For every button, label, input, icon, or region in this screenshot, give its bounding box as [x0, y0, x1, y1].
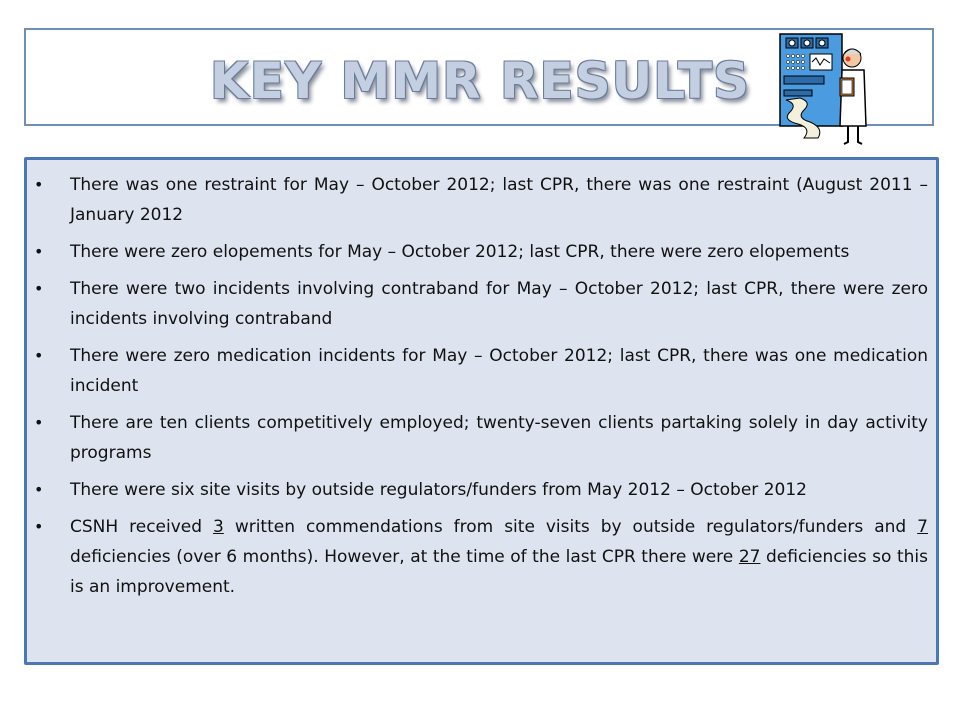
- last-bullet-part-4: deficiencies so this is an improvement.: [70, 547, 929, 597]
- list-item: [34, 512, 929, 602]
- bullet-text: There were zero medication incidents for May – October 2012; last CPR, there was one medication incident: [70, 346, 928, 396]
- list-item: [34, 408, 928, 468]
- last-bullet-part-1: CSNH received: [70, 517, 214, 537]
- last-bullet-part-2: written commendations from site visits by outside regulators/funders and: [223, 517, 918, 537]
- list-item: [34, 237, 928, 267]
- bullet-dot: •: [34, 413, 44, 432]
- previous-deficiency-count: 27: [738, 547, 761, 567]
- bullet-dot: •: [34, 346, 44, 365]
- bullet-dot: •: [34, 279, 44, 298]
- commendation-count: 3: [213, 517, 224, 537]
- bullet-text: There are ten clients competitively employed; twenty-seven clients partaking solely in day activity programs: [70, 413, 928, 463]
- last-bullet-part-3: deficiencies (over 6 months). However, at the time of the last CPR there were: [70, 547, 739, 567]
- list-item: [34, 475, 928, 505]
- bullet-dot: •: [34, 175, 44, 194]
- bullet-dot: •: [34, 517, 44, 536]
- bullet-text: There was one restraint for May – October 2012; last CPR, there was one restraint (August 2011 – January 2012: [70, 175, 928, 225]
- bullet-text: There were two incidents involving contraband for May – October 2012; last CPR, there were zero incidents involving contraband: [70, 279, 928, 329]
- list-item: [34, 274, 928, 334]
- bullet-dot: •: [34, 480, 44, 499]
- bullet-text: There were six site visits by outside regulators/funders from May 2012 – October 2012: [70, 480, 807, 500]
- slide-title: KEY MMR RESULTS: [210, 52, 750, 110]
- bullet-list: [34, 170, 929, 609]
- bullet-dot: •: [34, 242, 44, 261]
- deficiency-count: 7: [917, 517, 928, 537]
- list-item: [34, 170, 928, 230]
- bullet-text: There were zero elopements for May – October 2012; last CPR, there were zero elopements: [70, 242, 850, 262]
- scientist-control-panel-icon: [778, 30, 878, 150]
- list-item: [34, 341, 928, 401]
